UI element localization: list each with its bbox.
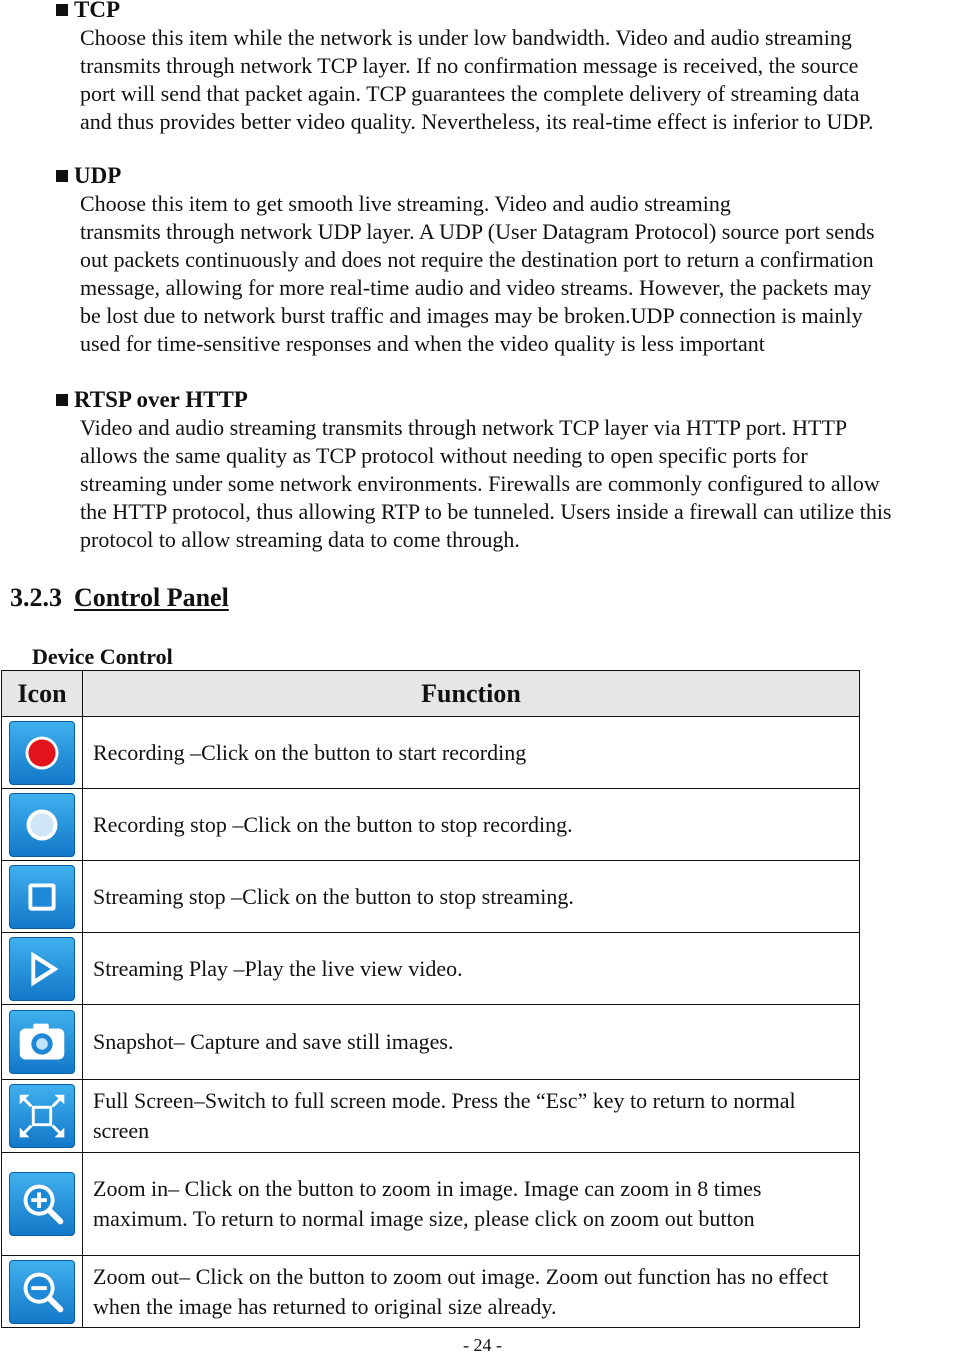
table-row <box>2 789 860 861</box>
table-row <box>2 861 860 933</box>
section-udp <box>56 162 961 358</box>
header-function: Function <box>83 671 860 717</box>
square-bullet-icon <box>56 170 68 182</box>
table-header-row <box>2 671 860 717</box>
function-text: Zoom out– Click on the button to zoom out image. Zoom out function has no effect when the image has returned to original size already. <box>83 1256 860 1328</box>
square-bullet-icon <box>56 4 68 16</box>
function-text: Snapshot– Capture and save still images. <box>83 1005 860 1080</box>
table-row <box>2 717 860 789</box>
subheading: Device Control <box>32 644 173 669</box>
function-text: Streaming Play –Play the live view video. <box>83 933 860 1005</box>
fullscreen-icon <box>9 1084 75 1148</box>
function-text: Recording stop –Click on the button to stop recording. <box>83 789 860 861</box>
function-text: Streaming stop –Click on the button to stop streaming. <box>83 861 860 933</box>
stream-play-icon <box>9 937 75 1001</box>
heading-number: 3.2.3 <box>10 583 62 612</box>
table-row <box>2 1256 860 1328</box>
table-row <box>2 933 860 1005</box>
section-tcp <box>56 0 961 136</box>
section-title: UDP <box>56 162 961 190</box>
section-body: Video and audio streaming transmits through network TCP layer via HTTP port. HTTP allows the same quality as TCP protocol without needing to open specific ports for streaming under some network environments. Firewalls are commonly configured to allow the HTTP protocol, thus allowing RTP to be tunneled. Users inside a firewall can utilize this protocol to allow streaming data to come through. <box>80 415 892 552</box>
function-text: Full Screen–Switch to full screen mode. Press the “Esc” key to return to normal screen <box>83 1080 860 1153</box>
function-text: Zoom in– Click on the button to zoom in image. Image can zoom in 8 times maximum. To return to normal image size, please click on zoom out button <box>83 1153 860 1256</box>
snapshot-icon <box>9 1010 75 1074</box>
record-stop-icon <box>9 793 75 857</box>
heading-title: Control Panel <box>74 583 229 612</box>
function-text: Recording –Click on the button to start recording <box>83 717 860 789</box>
section-body: Choose this item to get smooth live streaming. Video and audio streaming transmits through network UDP layer. A UDP (User Datagram Protocol) source port sends out packets continuously and does not require the destination port to return a confirmation message, allowing for more real-time audio and video streams. However, the packets may be lost due to network burst traffic and images may be broken.UDP connection is mainly used for time-sensitive responses and when the video quality is less important <box>80 191 875 356</box>
section-title: TCP <box>56 0 961 24</box>
zoom-out-icon <box>9 1260 75 1324</box>
page-number: - 24 - <box>463 1335 502 1355</box>
table-row <box>2 1153 860 1256</box>
square-bullet-icon <box>56 394 68 406</box>
stream-stop-icon <box>9 865 75 929</box>
section-title: RTSP over HTTP <box>56 386 961 414</box>
device-control-table <box>1 670 860 1328</box>
table-row <box>2 1080 860 1153</box>
section-rtsp-over-http <box>56 386 961 554</box>
header-icon: Icon <box>2 671 83 717</box>
record-icon <box>9 721 75 785</box>
table-row <box>2 1005 860 1080</box>
zoom-in-icon <box>9 1172 75 1236</box>
section-body: Choose this item while the network is under low bandwidth. Video and audio streaming transmits through network TCP layer. If no confirmation message is received, the source port will send that packet again. TCP guarantees the complete delivery of streaming data and thus provides better video quality. Nevertheless, its real-time effect is inferior to UDP. <box>80 25 874 134</box>
section-heading <box>10 583 243 613</box>
